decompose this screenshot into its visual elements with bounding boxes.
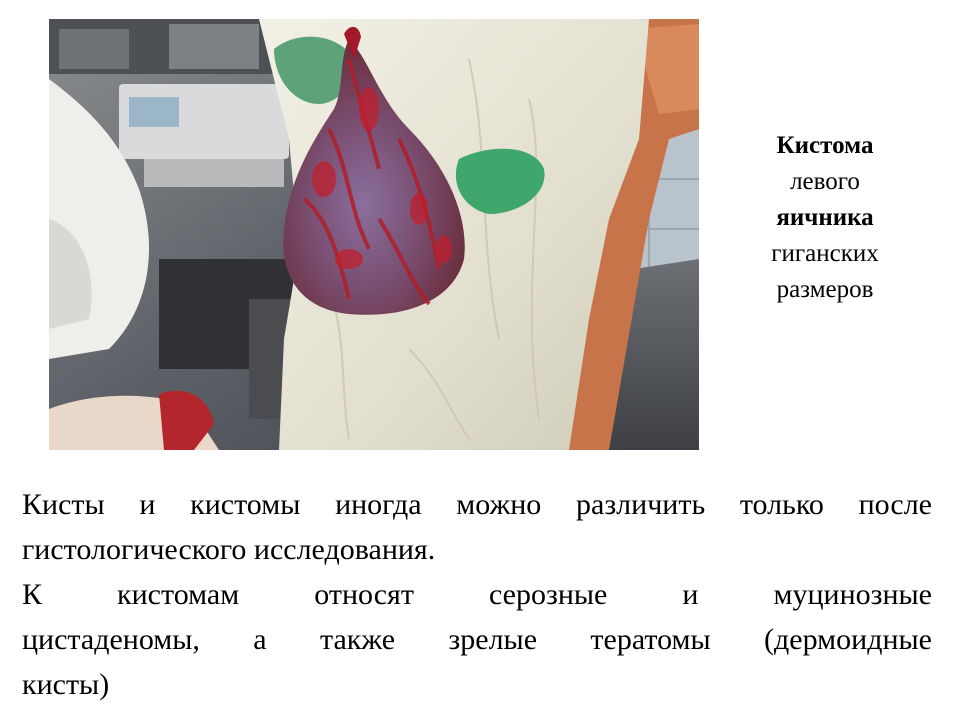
paragraph-1-line-2: гистологического исследования. (22, 533, 436, 566)
paragraph-2-line-3: кисты) (22, 668, 110, 701)
caption-line-5: размеров (776, 276, 874, 303)
ovarian-cystoma-photo (49, 19, 699, 450)
body-text (22, 482, 932, 707)
caption-line-3: яичника (776, 204, 874, 231)
caption-line-4: гиганских (771, 240, 879, 267)
caption-line-1: Кистома (776, 132, 874, 159)
paragraph-1 (22, 482, 932, 572)
photo-caption (720, 128, 930, 308)
caption-line-2: левого (790, 168, 860, 195)
paragraph-2 (22, 572, 932, 707)
paragraph-2-line-1: К кистомам относят серозные и муцинозные (22, 578, 932, 611)
surgical-photo (49, 19, 699, 450)
paragraph-1-line-1: Кисты и кистомы иногда можно различить только после (22, 488, 932, 521)
paragraph-2-line-2: цистаденомы, а также зрелые тератомы (дермоидные (22, 623, 932, 656)
